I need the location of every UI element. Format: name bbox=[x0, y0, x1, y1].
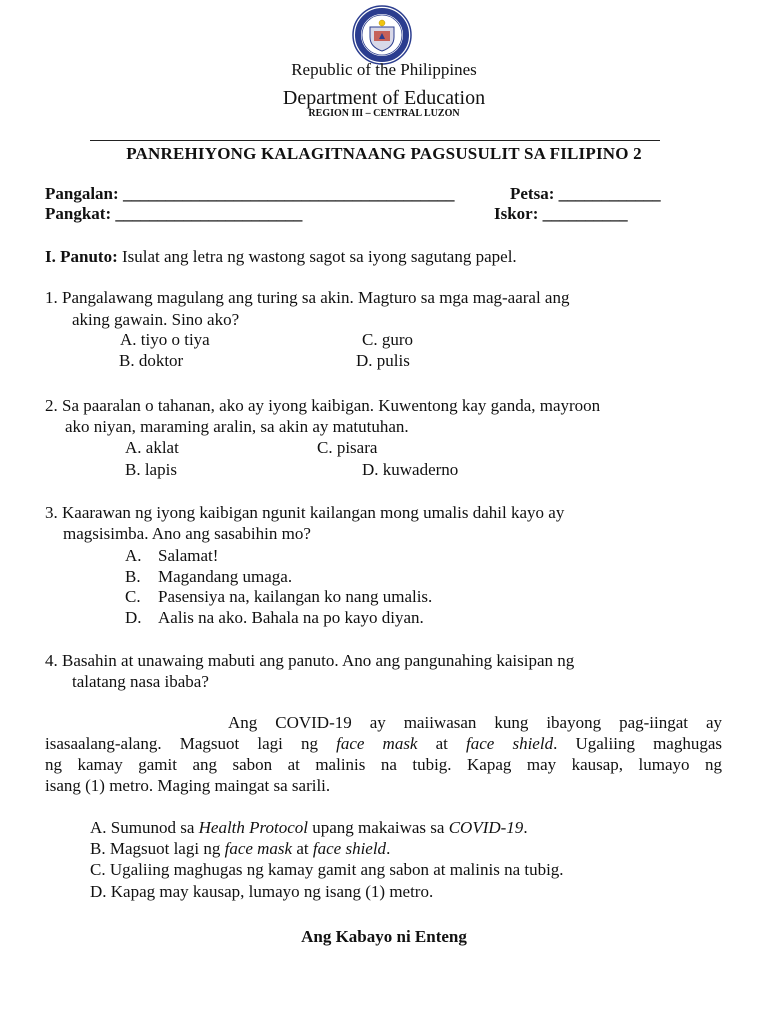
deped-seal-logo bbox=[352, 5, 412, 65]
story-title: Ang Kabayo ni Enteng bbox=[301, 927, 467, 946]
instructions bbox=[45, 247, 517, 267]
q3-letter-b: B. bbox=[125, 567, 141, 586]
score-blank: __________ bbox=[542, 204, 628, 223]
q4-passage-line1: Ang COVID-19 ay maiiwasan kung ibayong pag-iingat ay bbox=[228, 713, 722, 732]
date-label: Petsa: bbox=[510, 184, 555, 203]
section-blank: ______________________ bbox=[115, 204, 303, 223]
date-field bbox=[510, 184, 661, 204]
q1-choice-d: D. pulis bbox=[356, 351, 410, 370]
instructions-label: I. Panuto: bbox=[45, 247, 118, 266]
q2-choice-a: A. aklat bbox=[125, 438, 179, 457]
q3-choice-b bbox=[125, 567, 293, 587]
q4-b-i2: face shield bbox=[312, 839, 387, 858]
name-field bbox=[45, 184, 454, 204]
q1-stem-line1: 1. Pangalawang magulang ang turing sa akin. Magturo sa mga mag-aaral ang bbox=[45, 288, 570, 307]
q4-a-3: . bbox=[523, 818, 528, 837]
q3-text-b: Magandang umaga. bbox=[158, 567, 293, 586]
score-field bbox=[494, 204, 628, 224]
q4-b-2: at bbox=[292, 839, 313, 858]
q1-stem-line2: aking gawain. Sino ako? bbox=[72, 310, 240, 329]
q4-choice-c: C. Ugaliing maghugas ng kamay gamit ang sabon at malinis na tubig. bbox=[90, 860, 564, 879]
name-label: Pangalan: bbox=[45, 184, 119, 203]
q4-passage-line4: isang (1) metro. Maging maingat sa sarili. bbox=[45, 776, 331, 795]
q3-letter-a: A. bbox=[125, 546, 142, 565]
republic-text: Republic of the Philippines bbox=[291, 60, 477, 79]
name-blank: _______________________________________ bbox=[122, 184, 455, 203]
exam-title: PANREHIYONG KALAGITNAANG PAGSUSULIT SA FILIPINO 2 bbox=[126, 144, 642, 163]
q2-stem-line2: ako niyan, maraming aralin, sa akin ay matutuhan. bbox=[65, 417, 409, 436]
q4-b-3: . bbox=[386, 839, 391, 858]
section-label: Pangkat: bbox=[45, 204, 112, 223]
q4-stem-line2: talatang nasa ibaba? bbox=[72, 672, 209, 691]
q2-stem-line1: 2. Sa paaralan o tahanan, ako ay iyong kaibigan. Kuwentong kay ganda, mayroon bbox=[45, 396, 601, 415]
department-text: Department of Education bbox=[282, 87, 486, 109]
q3-choice-d bbox=[125, 608, 424, 628]
q3-text-a: Salamat! bbox=[158, 546, 219, 565]
q4-passage-line2 bbox=[45, 734, 722, 754]
q2-choice-c: C. pisara bbox=[317, 438, 378, 457]
q1-choice-a: A. tiyo o tiya bbox=[120, 330, 210, 349]
q4-a-1: A. Sumunod sa bbox=[90, 818, 199, 837]
section-field bbox=[45, 204, 302, 224]
q4-a-i1: Health Protocol bbox=[198, 818, 309, 837]
q3-text-d: Aalis na ako. Bahala na po kayo diyan. bbox=[158, 608, 424, 627]
q3-letter-c: C. bbox=[125, 587, 141, 606]
q4-p2-a: isasaalang-alang. Magsuot lagi ng bbox=[45, 734, 337, 753]
q4-p2-c: . Ugaliing maghugas bbox=[553, 734, 723, 753]
q3-choice-a bbox=[125, 546, 219, 566]
header-divider bbox=[90, 140, 660, 141]
q2-choice-b: B. lapis bbox=[125, 460, 177, 479]
q3-choice-c bbox=[125, 587, 433, 607]
q4-p2-b: at bbox=[417, 734, 467, 753]
q4-b-i1: face mask bbox=[224, 839, 293, 858]
q4-choice-b bbox=[90, 839, 390, 859]
q4-passage-line3: ng kamay gamit ang sabon at malinis na tubig. Kapag may kausap, lumayo ng bbox=[45, 755, 722, 774]
q3-stem-line2: magsisimba. Ano ang sasabihin mo? bbox=[63, 524, 311, 543]
q1-choice-b: B. doktor bbox=[119, 351, 184, 370]
score-label: Iskor: bbox=[494, 204, 539, 223]
q4-b-1: B. Magsuot lagi ng bbox=[90, 839, 225, 858]
q3-text-c: Pasensiya na, kailangan ko nang umalis. bbox=[158, 587, 433, 606]
q4-p2-i2: face shield bbox=[466, 734, 554, 753]
q2-choice-d: D. kuwaderno bbox=[362, 460, 459, 479]
q4-a-i2: COVID-19 bbox=[448, 818, 524, 837]
instructions-text: Isulat ang letra ng wastong sagot sa iyong sagutang papel. bbox=[121, 247, 517, 266]
q3-letter-d: D. bbox=[125, 608, 142, 627]
q4-choice-a bbox=[90, 818, 528, 838]
q3-stem-line1: 3. Kaarawan ng iyong kaibigan ngunit kailangan mong umalis dahil kayo ay bbox=[45, 503, 565, 522]
q4-p2-i1: face mask bbox=[336, 734, 418, 753]
q4-choice-d: D. Kapag may kausap, lumayo ng isang (1) metro. bbox=[90, 882, 434, 901]
q4-a-2: upang makaiwas sa bbox=[308, 818, 449, 837]
q1-choice-c: C. guro bbox=[362, 330, 413, 349]
date-blank: ____________ bbox=[558, 184, 661, 203]
region-text: REGION III – CENTRAL LUZON bbox=[308, 108, 460, 119]
q4-stem-line1: 4. Basahin at unawaing mabuti ang panuto. Ano ang pangunahing kaisipan ng bbox=[45, 651, 575, 670]
